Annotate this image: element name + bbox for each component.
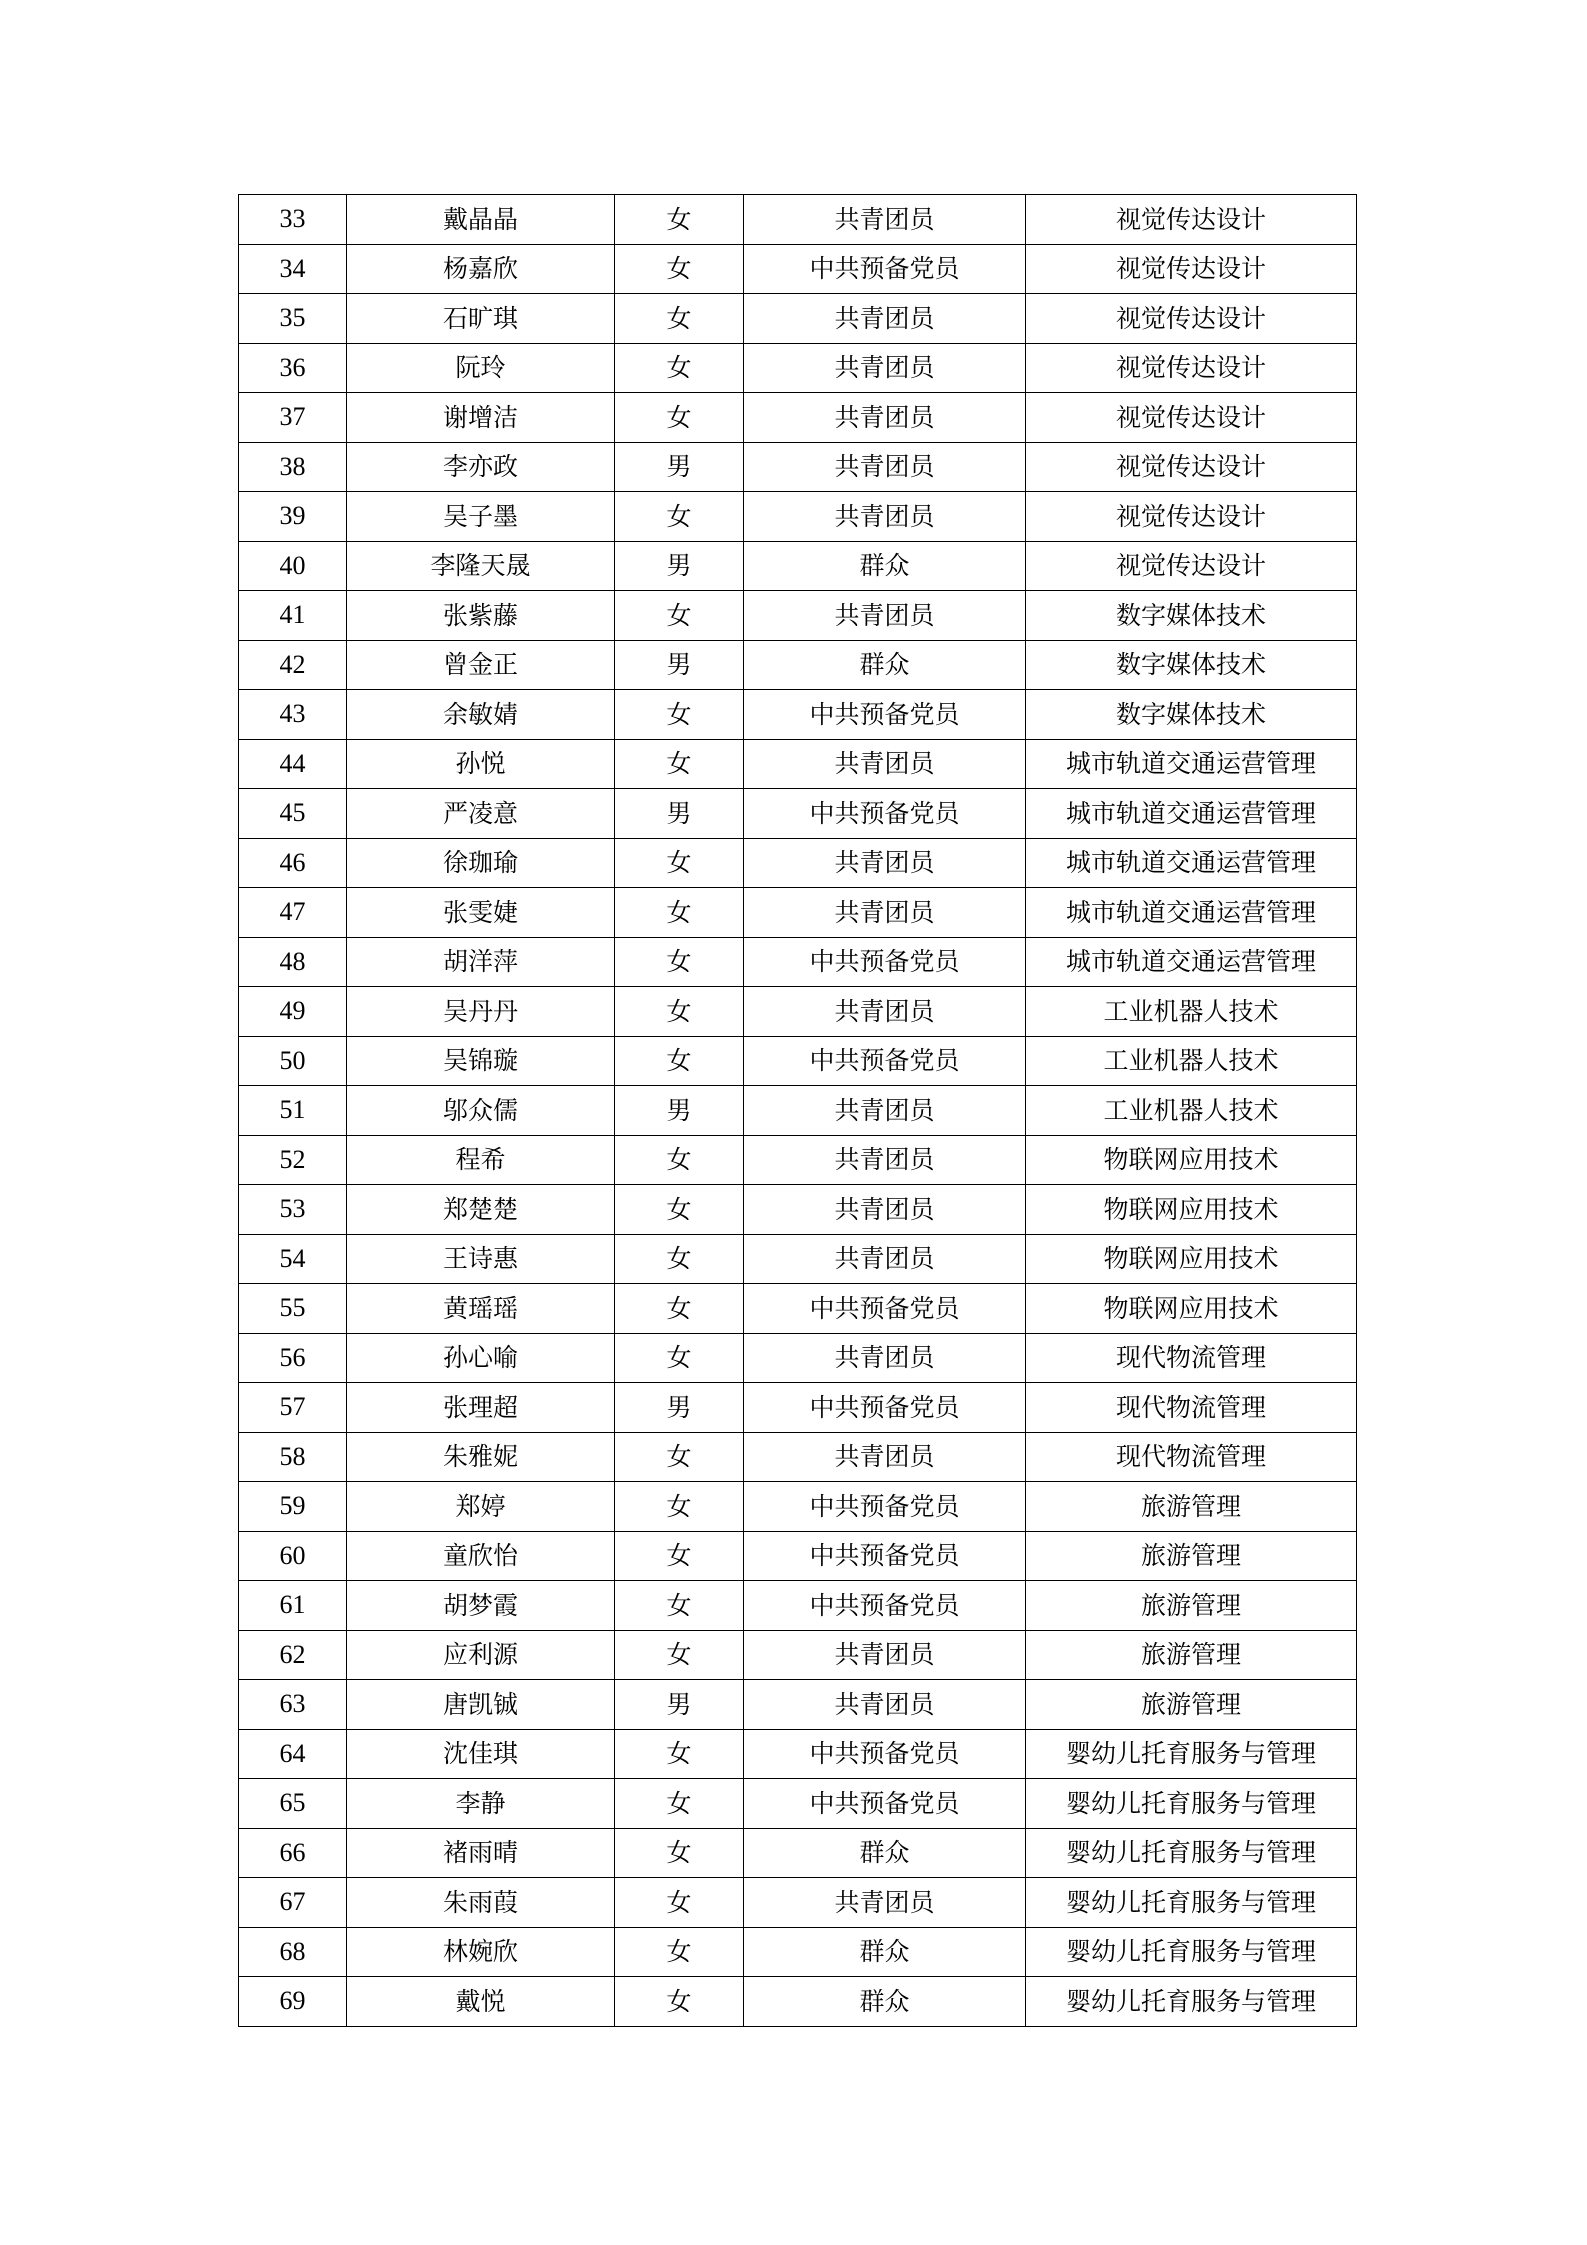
table-row — [239, 1779, 1357, 1829]
major-cell: 城市轨道交通运营管理 — [1026, 739, 1357, 789]
political-status-cell: 共青团员 — [744, 294, 1026, 344]
major-cell: 婴幼儿托育服务与管理 — [1026, 1927, 1357, 1977]
name-cell: 王诗惠 — [347, 1234, 615, 1284]
row-number-cell: 51 — [239, 1086, 347, 1136]
political-status-cell: 中共预备党员 — [744, 1383, 1026, 1433]
row-number-cell: 41 — [239, 591, 347, 641]
table-row — [239, 393, 1357, 443]
table-row — [239, 1234, 1357, 1284]
political-status-cell: 共青团员 — [744, 1878, 1026, 1928]
row-number-cell: 61 — [239, 1581, 347, 1631]
table-row — [239, 1036, 1357, 1086]
major-cell: 工业机器人技术 — [1026, 987, 1357, 1037]
major-cell: 旅游管理 — [1026, 1531, 1357, 1581]
major-cell: 物联网应用技术 — [1026, 1135, 1357, 1185]
student-roster-table — [238, 194, 1357, 2027]
table-row — [239, 1135, 1357, 1185]
table-row — [239, 987, 1357, 1037]
major-cell: 数字媒体技术 — [1026, 640, 1357, 690]
table-row — [239, 1878, 1357, 1928]
gender-cell: 女 — [615, 1234, 744, 1284]
table-row — [239, 789, 1357, 839]
name-cell: 林婉欣 — [347, 1927, 615, 1977]
major-cell: 工业机器人技术 — [1026, 1086, 1357, 1136]
political-status-cell: 中共预备党员 — [744, 1482, 1026, 1532]
name-cell: 吴丹丹 — [347, 987, 615, 1037]
row-number-cell: 64 — [239, 1729, 347, 1779]
name-cell: 李亦政 — [347, 442, 615, 492]
gender-cell: 女 — [615, 888, 744, 938]
gender-cell: 女 — [615, 195, 744, 245]
row-number-cell: 69 — [239, 1977, 347, 2027]
political-status-cell: 共青团员 — [744, 1680, 1026, 1730]
gender-cell: 女 — [615, 739, 744, 789]
row-number-cell: 34 — [239, 244, 347, 294]
gender-cell: 女 — [615, 1828, 744, 1878]
row-number-cell: 46 — [239, 838, 347, 888]
political-status-cell: 共青团员 — [744, 591, 1026, 641]
political-status-cell: 共青团员 — [744, 1185, 1026, 1235]
name-cell: 曾金正 — [347, 640, 615, 690]
row-number-cell: 63 — [239, 1680, 347, 1730]
row-number-cell: 58 — [239, 1432, 347, 1482]
gender-cell: 女 — [615, 1531, 744, 1581]
major-cell: 视觉传达设计 — [1026, 541, 1357, 591]
political-status-cell: 共青团员 — [744, 195, 1026, 245]
row-number-cell: 36 — [239, 343, 347, 393]
gender-cell: 女 — [615, 393, 744, 443]
name-cell: 余敏婧 — [347, 690, 615, 740]
row-number-cell: 56 — [239, 1333, 347, 1383]
political-status-cell: 共青团员 — [744, 393, 1026, 443]
gender-cell: 女 — [615, 1482, 744, 1532]
political-status-cell: 群众 — [744, 640, 1026, 690]
gender-cell: 女 — [615, 1036, 744, 1086]
gender-cell: 女 — [615, 838, 744, 888]
political-status-cell: 共青团员 — [744, 492, 1026, 542]
major-cell: 旅游管理 — [1026, 1680, 1357, 1730]
name-cell: 张理超 — [347, 1383, 615, 1433]
major-cell: 婴幼儿托育服务与管理 — [1026, 1977, 1357, 2027]
major-cell: 城市轨道交通运营管理 — [1026, 789, 1357, 839]
major-cell: 城市轨道交通运营管理 — [1026, 937, 1357, 987]
name-cell: 唐凯铖 — [347, 1680, 615, 1730]
table-row — [239, 1680, 1357, 1730]
gender-cell: 男 — [615, 541, 744, 591]
political-status-cell: 群众 — [744, 1927, 1026, 1977]
major-cell: 城市轨道交通运营管理 — [1026, 888, 1357, 938]
major-cell: 数字媒体技术 — [1026, 591, 1357, 641]
gender-cell: 女 — [615, 1284, 744, 1334]
gender-cell: 女 — [615, 591, 744, 641]
major-cell: 视觉传达设计 — [1026, 195, 1357, 245]
political-status-cell: 共青团员 — [744, 1234, 1026, 1284]
political-status-cell: 中共预备党员 — [744, 1779, 1026, 1829]
major-cell: 视觉传达设计 — [1026, 343, 1357, 393]
political-status-cell: 共青团员 — [744, 343, 1026, 393]
gender-cell: 女 — [615, 492, 744, 542]
table-row — [239, 591, 1357, 641]
row-number-cell: 57 — [239, 1383, 347, 1433]
gender-cell: 女 — [615, 1878, 744, 1928]
political-status-cell: 共青团员 — [744, 838, 1026, 888]
table-row — [239, 1185, 1357, 1235]
political-status-cell: 共青团员 — [744, 888, 1026, 938]
political-status-cell: 共青团员 — [744, 1630, 1026, 1680]
table-row — [239, 244, 1357, 294]
roster-body — [239, 195, 1357, 2027]
row-number-cell: 62 — [239, 1630, 347, 1680]
gender-cell: 女 — [615, 1977, 744, 2027]
row-number-cell: 53 — [239, 1185, 347, 1235]
name-cell: 孙心喻 — [347, 1333, 615, 1383]
gender-cell: 女 — [615, 987, 744, 1037]
major-cell: 视觉传达设计 — [1026, 244, 1357, 294]
row-number-cell: 45 — [239, 789, 347, 839]
gender-cell: 女 — [615, 294, 744, 344]
name-cell: 应利源 — [347, 1630, 615, 1680]
name-cell: 石旷琪 — [347, 294, 615, 344]
name-cell: 谢增洁 — [347, 393, 615, 443]
gender-cell: 男 — [615, 1383, 744, 1433]
table-row — [239, 640, 1357, 690]
major-cell: 物联网应用技术 — [1026, 1185, 1357, 1235]
name-cell: 徐珈瑜 — [347, 838, 615, 888]
major-cell: 物联网应用技术 — [1026, 1234, 1357, 1284]
political-status-cell: 中共预备党员 — [744, 937, 1026, 987]
political-status-cell: 中共预备党员 — [744, 789, 1026, 839]
political-status-cell: 中共预备党员 — [744, 244, 1026, 294]
gender-cell: 女 — [615, 1185, 744, 1235]
table-row — [239, 1086, 1357, 1136]
row-number-cell: 60 — [239, 1531, 347, 1581]
major-cell: 旅游管理 — [1026, 1630, 1357, 1680]
row-number-cell: 42 — [239, 640, 347, 690]
table-row — [239, 1630, 1357, 1680]
major-cell: 现代物流管理 — [1026, 1383, 1357, 1433]
major-cell: 物联网应用技术 — [1026, 1284, 1357, 1334]
row-number-cell: 50 — [239, 1036, 347, 1086]
row-number-cell: 35 — [239, 294, 347, 344]
gender-cell: 女 — [615, 690, 744, 740]
gender-cell: 男 — [615, 789, 744, 839]
major-cell: 工业机器人技术 — [1026, 1036, 1357, 1086]
name-cell: 杨嘉欣 — [347, 244, 615, 294]
name-cell: 胡洋萍 — [347, 937, 615, 987]
name-cell: 邬众儒 — [347, 1086, 615, 1136]
table-row — [239, 1432, 1357, 1482]
row-number-cell: 47 — [239, 888, 347, 938]
row-number-cell: 65 — [239, 1779, 347, 1829]
gender-cell: 男 — [615, 442, 744, 492]
table-row — [239, 195, 1357, 245]
name-cell: 胡梦霞 — [347, 1581, 615, 1631]
row-number-cell: 43 — [239, 690, 347, 740]
row-number-cell: 52 — [239, 1135, 347, 1185]
row-number-cell: 39 — [239, 492, 347, 542]
table-row — [239, 1581, 1357, 1631]
row-number-cell: 44 — [239, 739, 347, 789]
name-cell: 张雯婕 — [347, 888, 615, 938]
table-row — [239, 690, 1357, 740]
table-row — [239, 1383, 1357, 1433]
political-status-cell: 共青团员 — [744, 1135, 1026, 1185]
gender-cell: 女 — [615, 1779, 744, 1829]
name-cell: 严凌意 — [347, 789, 615, 839]
row-number-cell: 37 — [239, 393, 347, 443]
row-number-cell: 49 — [239, 987, 347, 1037]
name-cell: 黄瑶瑶 — [347, 1284, 615, 1334]
row-number-cell: 54 — [239, 1234, 347, 1284]
gender-cell: 女 — [615, 1729, 744, 1779]
table-row — [239, 1927, 1357, 1977]
name-cell: 张紫藤 — [347, 591, 615, 641]
major-cell: 婴幼儿托育服务与管理 — [1026, 1729, 1357, 1779]
political-status-cell: 中共预备党员 — [744, 1581, 1026, 1631]
major-cell: 视觉传达设计 — [1026, 393, 1357, 443]
political-status-cell: 群众 — [744, 1828, 1026, 1878]
gender-cell: 女 — [615, 1333, 744, 1383]
name-cell: 朱雨葭 — [347, 1878, 615, 1928]
gender-cell: 女 — [615, 937, 744, 987]
political-status-cell: 中共预备党员 — [744, 1531, 1026, 1581]
name-cell: 朱雅妮 — [347, 1432, 615, 1482]
name-cell: 沈佳琪 — [347, 1729, 615, 1779]
name-cell: 戴悦 — [347, 1977, 615, 2027]
table-row — [239, 1333, 1357, 1383]
table-row — [239, 343, 1357, 393]
table-row — [239, 1977, 1357, 2027]
major-cell: 婴幼儿托育服务与管理 — [1026, 1878, 1357, 1928]
name-cell: 褚雨晴 — [347, 1828, 615, 1878]
major-cell: 城市轨道交通运营管理 — [1026, 838, 1357, 888]
table-row — [239, 492, 1357, 542]
gender-cell: 女 — [615, 343, 744, 393]
table-row — [239, 1729, 1357, 1779]
name-cell: 李静 — [347, 1779, 615, 1829]
name-cell: 童欣怡 — [347, 1531, 615, 1581]
name-cell: 程希 — [347, 1135, 615, 1185]
row-number-cell: 40 — [239, 541, 347, 591]
table-row — [239, 1482, 1357, 1532]
row-number-cell: 55 — [239, 1284, 347, 1334]
political-status-cell: 共青团员 — [744, 442, 1026, 492]
major-cell: 视觉传达设计 — [1026, 442, 1357, 492]
row-number-cell: 67 — [239, 1878, 347, 1928]
name-cell: 吴子墨 — [347, 492, 615, 542]
major-cell: 旅游管理 — [1026, 1482, 1357, 1532]
table-row — [239, 1531, 1357, 1581]
political-status-cell: 共青团员 — [744, 1432, 1026, 1482]
political-status-cell: 中共预备党员 — [744, 690, 1026, 740]
political-status-cell: 中共预备党员 — [744, 1036, 1026, 1086]
gender-cell: 男 — [615, 1086, 744, 1136]
political-status-cell: 中共预备党员 — [744, 1284, 1026, 1334]
row-number-cell: 66 — [239, 1828, 347, 1878]
gender-cell: 女 — [615, 1630, 744, 1680]
row-number-cell: 33 — [239, 195, 347, 245]
major-cell: 现代物流管理 — [1026, 1432, 1357, 1482]
name-cell: 吴锦璇 — [347, 1036, 615, 1086]
table-row — [239, 294, 1357, 344]
row-number-cell: 59 — [239, 1482, 347, 1532]
table-row — [239, 442, 1357, 492]
name-cell: 郑楚楚 — [347, 1185, 615, 1235]
gender-cell: 男 — [615, 1680, 744, 1730]
political-status-cell: 群众 — [744, 541, 1026, 591]
major-cell: 婴幼儿托育服务与管理 — [1026, 1779, 1357, 1829]
name-cell: 阮玲 — [347, 343, 615, 393]
name-cell: 孙悦 — [347, 739, 615, 789]
gender-cell: 女 — [615, 1135, 744, 1185]
row-number-cell: 48 — [239, 937, 347, 987]
gender-cell: 男 — [615, 640, 744, 690]
major-cell: 数字媒体技术 — [1026, 690, 1357, 740]
name-cell: 郑婷 — [347, 1482, 615, 1532]
political-status-cell: 共青团员 — [744, 1333, 1026, 1383]
major-cell: 现代物流管理 — [1026, 1333, 1357, 1383]
name-cell: 李隆天晟 — [347, 541, 615, 591]
major-cell: 婴幼儿托育服务与管理 — [1026, 1828, 1357, 1878]
major-cell: 视觉传达设计 — [1026, 294, 1357, 344]
gender-cell: 女 — [615, 1927, 744, 1977]
row-number-cell: 68 — [239, 1927, 347, 1977]
major-cell: 旅游管理 — [1026, 1581, 1357, 1631]
name-cell: 戴晶晶 — [347, 195, 615, 245]
political-status-cell: 共青团员 — [744, 739, 1026, 789]
row-number-cell: 38 — [239, 442, 347, 492]
major-cell: 视觉传达设计 — [1026, 492, 1357, 542]
table-row — [239, 541, 1357, 591]
political-status-cell: 共青团员 — [744, 1086, 1026, 1136]
gender-cell: 女 — [615, 244, 744, 294]
table-row — [239, 1828, 1357, 1878]
table-row — [239, 739, 1357, 789]
table-row — [239, 937, 1357, 987]
political-status-cell: 群众 — [744, 1977, 1026, 2027]
table-row — [239, 888, 1357, 938]
table-row — [239, 838, 1357, 888]
table-row — [239, 1284, 1357, 1334]
political-status-cell: 中共预备党员 — [744, 1729, 1026, 1779]
gender-cell: 女 — [615, 1432, 744, 1482]
political-status-cell: 共青团员 — [744, 987, 1026, 1037]
gender-cell: 女 — [615, 1581, 744, 1631]
